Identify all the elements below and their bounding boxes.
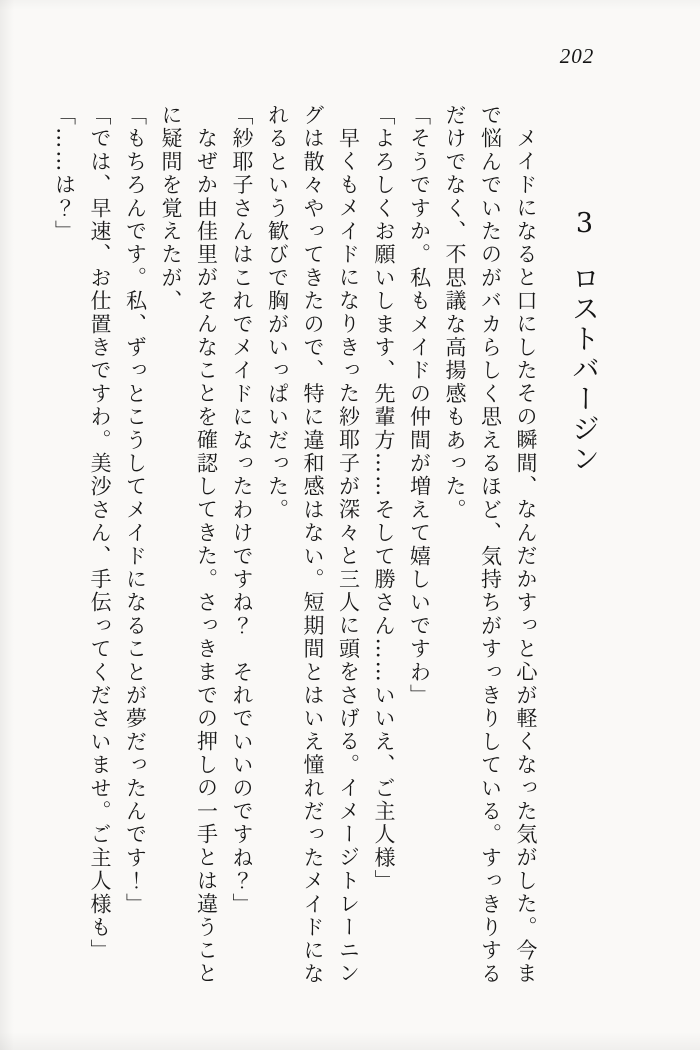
paragraph-dialogue: 「……は？」 [52,104,77,244]
chapter-title: ロストバージン [568,264,601,474]
paragraph: 早くもメイドになりきった紗耶子が深々と三人に頭をさげる。イメージトレーニングは散々やってきたので、特に違和感はない。短期間とはいえ憧れだったメイドになれるという歓びで胸がいっぱいだった。 [265,104,361,986]
paragraph: なぜか由佳里がそんなことを確認してきた。さっきまでの押しの一手とは違うことに疑問を覚えたが、 [159,104,219,986]
chapter-number: 3 [575,210,594,237]
paragraph-dialogue: 「紗耶子さんはこれでメイドになったわけですね？ それでいいのですね？」 [230,104,254,916]
paragraph-dialogue: 「そうですか。私もメイドの仲間が増えて嬉しいですわ」 [407,104,432,708]
page-number: 202 [559,44,595,68]
paragraph: メイドになると口にしたその瞬間、なんだかすっと心が軽くなった気がした。今まで悩んでいたのがバカらしく思えるほど、気持ちがすっきりしている。すっきりするだけでなく、不思議な高揚感もあった。 [443,104,538,986]
paragraph-dialogue: 「よろしくお願いします、先輩方……そして勝さん……いいえ、ご主人様」 [372,104,396,893]
paragraph-dialogue: 「もちろんです。私、ずっとこうしてメイドになることが夢だったんです！」 [123,104,148,916]
paragraph-dialogue: 「では、早速、お仕置きですわ。美沙さん、手伝ってくださいませ。ご主人様も」 [88,104,112,963]
body-text [46,104,543,989]
chapter-heading [568,210,600,630]
